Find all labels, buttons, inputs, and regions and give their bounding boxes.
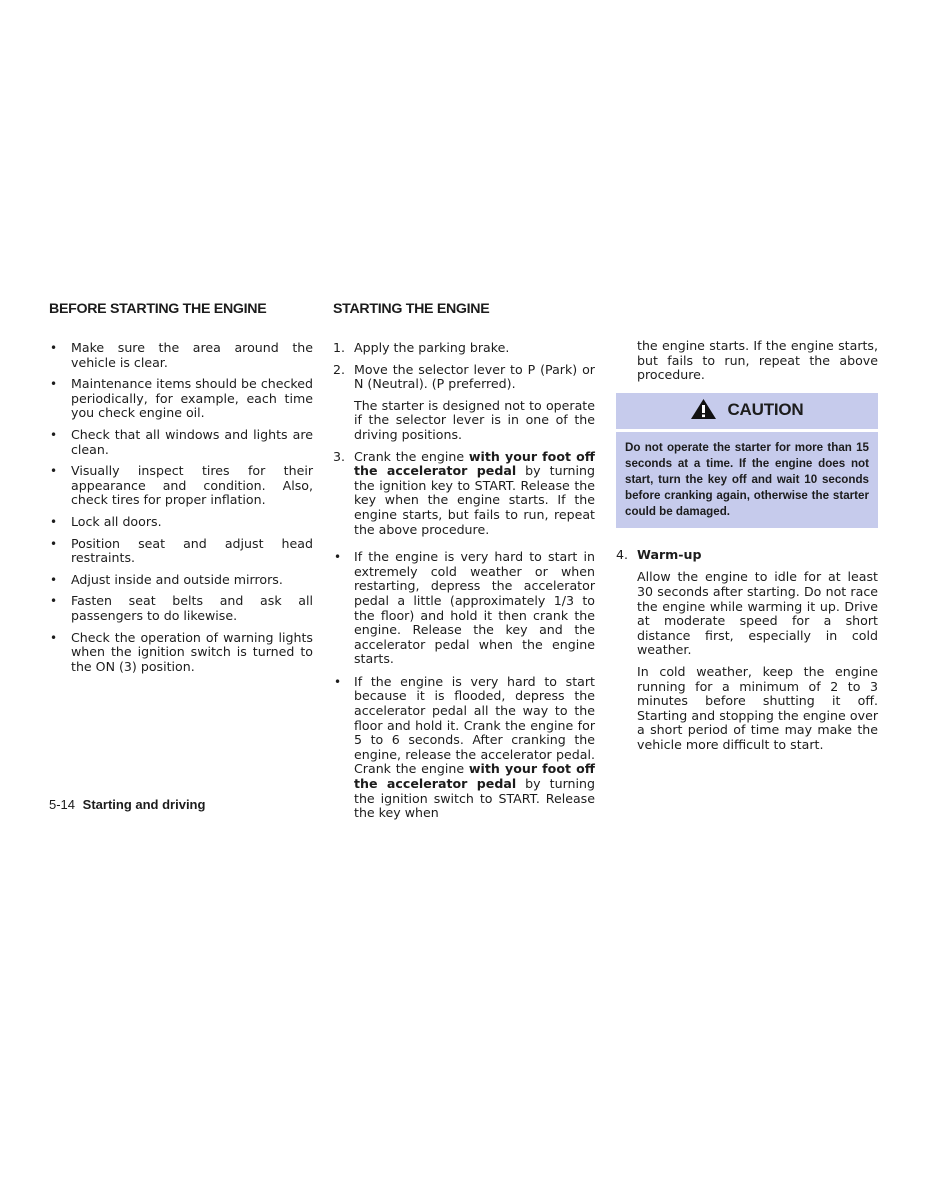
- caution-header: [616, 393, 878, 432]
- list-item: • Adjust inside and outside mirrors.: [50, 571, 283, 587]
- bullet-icon: •: [50, 464, 58, 479]
- caution-text: Do not operate the starter for more than 15 seconds at a time. If the engine does not start, turn the key off and wait 10 seconds before cranking again, otherwise the starter could be damaged.: [625, 440, 869, 518]
- chapter-title: Starting and driving: [82, 797, 206, 812]
- step-number: 4.: [616, 546, 629, 562]
- caution-box: [616, 393, 878, 528]
- step-text: Move the selector lever to P (Park) or N (Neutral). (P preferred).: [354, 361, 595, 392]
- bullet-icon: •: [50, 630, 58, 645]
- step-3: [333, 450, 595, 538]
- section-title-before-starting: BEFORE STARTING THE ENGINE: [49, 301, 267, 317]
- step-text-pre: Crank the engine: [354, 448, 469, 464]
- right-column: [616, 339, 878, 760]
- bullet-icon: •: [334, 550, 342, 565]
- list-item: • Make sure the area around the vehicle is clear.: [50, 340, 313, 370]
- list-item: • If the engine is very hard to start in extremely cold weather or when restarting, depress the accelerator pedal a little (approximately 1/3 to the floor) and hold it then crank the engine. Release the key and the accelerator pedal when the engine starts.: [334, 549, 595, 667]
- starting-engine-section: [333, 300, 595, 828]
- step-2: [333, 363, 595, 392]
- step-title: Warm-up: [637, 546, 702, 562]
- bullet-icon: •: [50, 377, 58, 392]
- list-item: • Check that all windows and lights are clean.: [50, 426, 313, 457]
- list-item: • If the engine is very hard to start because it is flooded, depress the accelerator pedal all the way to the floor and hold it. Crank the engine for 5 to 6 seconds. After cranking the engine, release the accelerator pedal. Crank the engine with your foot off the accelerator pedal by turning the ignition switch to START. Release the key when: [334, 673, 595, 821]
- list-item: • Check the operation of warning lights when the ignition switch is turned to the ON (3) position.: [50, 629, 313, 674]
- list-item: • Maintenance items should be checked periodically, for example, each time you check engine oil.: [50, 376, 313, 421]
- step-4: [616, 548, 878, 563]
- step-number: 3.: [333, 448, 346, 464]
- before-starting-section: [49, 300, 313, 681]
- cold-weather-paragraph: In cold weather, keep the engine running for a minimum of 2 to 3 minutes before shutting it off. Starting and stopping the engine over a short period of time may make the vehicle more difficult to start.: [637, 663, 878, 752]
- step-text-emphasis: with your foot off the accelerator pedal: [354, 448, 595, 479]
- continued-text: the engine starts. If the engine starts, but fails to run, repeat the above procedure.: [637, 338, 878, 383]
- page-number: 5-14: [49, 797, 76, 812]
- steps-list: [333, 341, 595, 392]
- list-item: • Visually inspect tires for their appearance and condition. Also, check tires for proper inflation.: [50, 463, 313, 508]
- section-title-starting-engine: STARTING THE ENGINE: [333, 301, 490, 317]
- page-footer: [49, 797, 205, 812]
- list-item: • Fasten seat belts and ask all passengers to do likewise.: [50, 593, 313, 623]
- step-number: 2.: [333, 361, 346, 377]
- hard-start-tips: [333, 550, 595, 821]
- bullet-icon: •: [50, 572, 58, 587]
- bullet-icon: •: [50, 514, 58, 529]
- step-text: Apply the parking brake.: [354, 340, 510, 355]
- caution-label: CAUTION: [727, 400, 804, 420]
- checklist: [49, 341, 313, 674]
- bullet-icon: •: [50, 341, 58, 355]
- warm-up-paragraph: Allow the engine to idle for at least 30 seconds after starting. Do not race the engine while warming it up. Drive at moderate speed for a short distance first, especially in cold weather.: [637, 569, 878, 658]
- warning-triangle-icon: [690, 398, 717, 424]
- step-text-post: by turning the ignition key to START. Release the key when the engine starts. If the engine starts, but fails to run, repeat the above procedure.: [354, 463, 595, 537]
- step-2-note: The starter is designed not to operate if the selector lever is in one of the driving positions.: [354, 397, 595, 442]
- emphasis-text: with your foot off the accelerator pedal: [354, 761, 595, 792]
- step-number: 1.: [333, 340, 346, 355]
- bullet-icon: •: [50, 427, 58, 442]
- list-item: • Position seat and adjust head restraints.: [50, 535, 313, 566]
- bullet-icon: •: [50, 594, 58, 609]
- bullet-icon: •: [334, 674, 342, 689]
- list-item: • Lock all doors.: [50, 513, 162, 529]
- step-1: [333, 341, 595, 356]
- steps-list-continued: [333, 450, 595, 538]
- bullet-icon: •: [50, 536, 58, 551]
